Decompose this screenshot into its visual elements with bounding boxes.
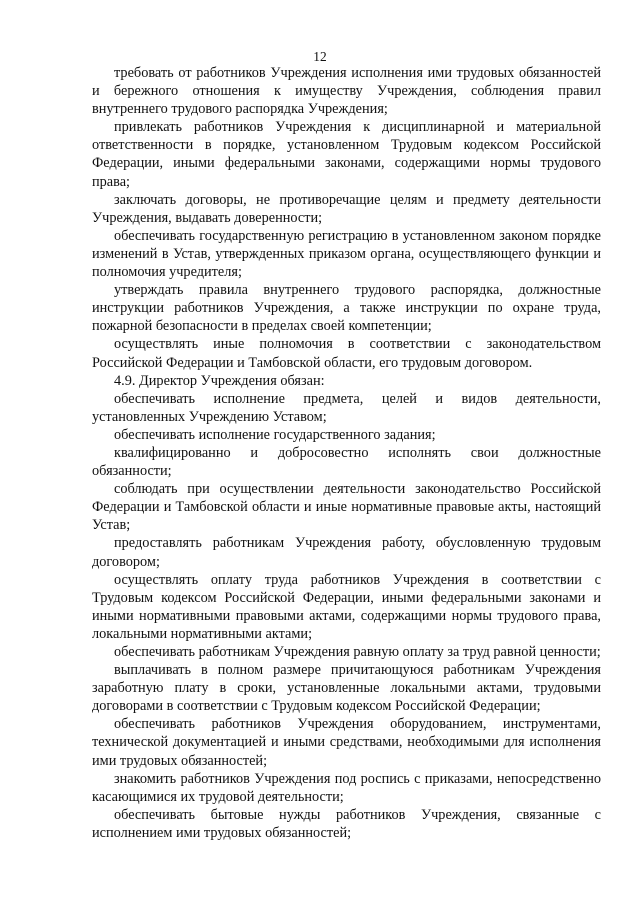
paragraph-qualified-duties: квалифицированно и добросовестно исполнять свои должностные обязанности;: [92, 444, 601, 480]
paragraph-provide-work: предоставлять работникам Учреждения работу, обусловленную трудовым договором;: [92, 535, 601, 570]
paragraph-other-powers: осуществлять иные полномочия в соответствии с законодательством Российской Федерации и Тамбовской области, его трудовым договором.: [92, 336, 601, 371]
paragraph-pay-wages: выплачивать в полном размере причитающуюся работникам Учреждения заработную плату в сроки, установленные локальными актами, трудовыми договорами в соответствии с Трудовым кодексом Российской Федерации;: [92, 662, 601, 715]
paragraph-comply-law: соблюдать при осуществлении деятельности законодательство Российской Федерации и Тамбовской области и иные нормативные правовые акты, настоящий Устав;: [92, 481, 601, 534]
paragraph-household-needs: обеспечивать бытовые нужды работников Учреждения, связанные с исполнением ими трудовых обязанностей;: [92, 806, 601, 841]
section-heading-4-9: 4.9. Директор Учреждения обязан:: [114, 372, 325, 389]
paragraph-acquaint-orders: знакомить работников Учреждения под роспись с приказами, непосредственно касающимися их трудовой деятельности;: [92, 770, 601, 805]
paragraph-pay-labor: осуществлять оплату труда работников Учреждения в соответствии с Трудовым кодексом Российской Федерации, иными федеральными законами и иными нормативными правовыми актами, содержащими нормы трудового права, локальными нормативными актами;: [92, 571, 601, 642]
paragraph-demand-duties: требовать от работников Учреждения исполнения ими трудовых обязанностей и бережного отношения к имуществу Учреждения, соблюдения правил внутреннего трудового распорядка Учреждения;: [92, 65, 601, 118]
paragraph-ensure-purpose: обеспечивать исполнение предмета, целей и видов деятельности, установленных Учреждению Уставом;: [92, 390, 601, 425]
paragraph-approve-rules: утверждать правила внутреннего трудового распорядка, должностные инструкции работников Учреждения, а также инструкции по охране труда, пожарной безопасности в пределах своей компетенции;: [92, 282, 601, 335]
paragraph-disciplinary-liability: привлекать работников Учреждения к дисциплинарной и материальной ответственности в порядке, установленном Трудовым кодексом Российской Федерации, иными федеральными законами, содержащими нормы трудового права;: [92, 119, 601, 190]
page-number: 12: [313, 49, 327, 64]
paragraph-equal-pay: обеспечивать работникам Учреждения равную оплату за труд равной ценности;: [114, 644, 601, 660]
paragraph-state-assignment: обеспечивать исполнение государственного задания;: [114, 426, 436, 443]
document-body: [92, 64, 601, 842]
paragraph-contracts: заключать договоры, не противоречащие целям и предмету деятельности Учреждения, выдавать доверенности;: [92, 191, 601, 226]
paragraph-registration: обеспечивать государственную регистрацию в установленном законом порядке изменений в Устав, утвержденных приказом органа, осуществляющего функции и полномочия учредителя;: [92, 227, 601, 281]
paragraph-provide-equipment: обеспечивать работников Учреждения оборудованием, инструментами, технической документацией и иными средствами, необходимыми для исполнения ими трудовых обязанностей;: [92, 716, 601, 769]
